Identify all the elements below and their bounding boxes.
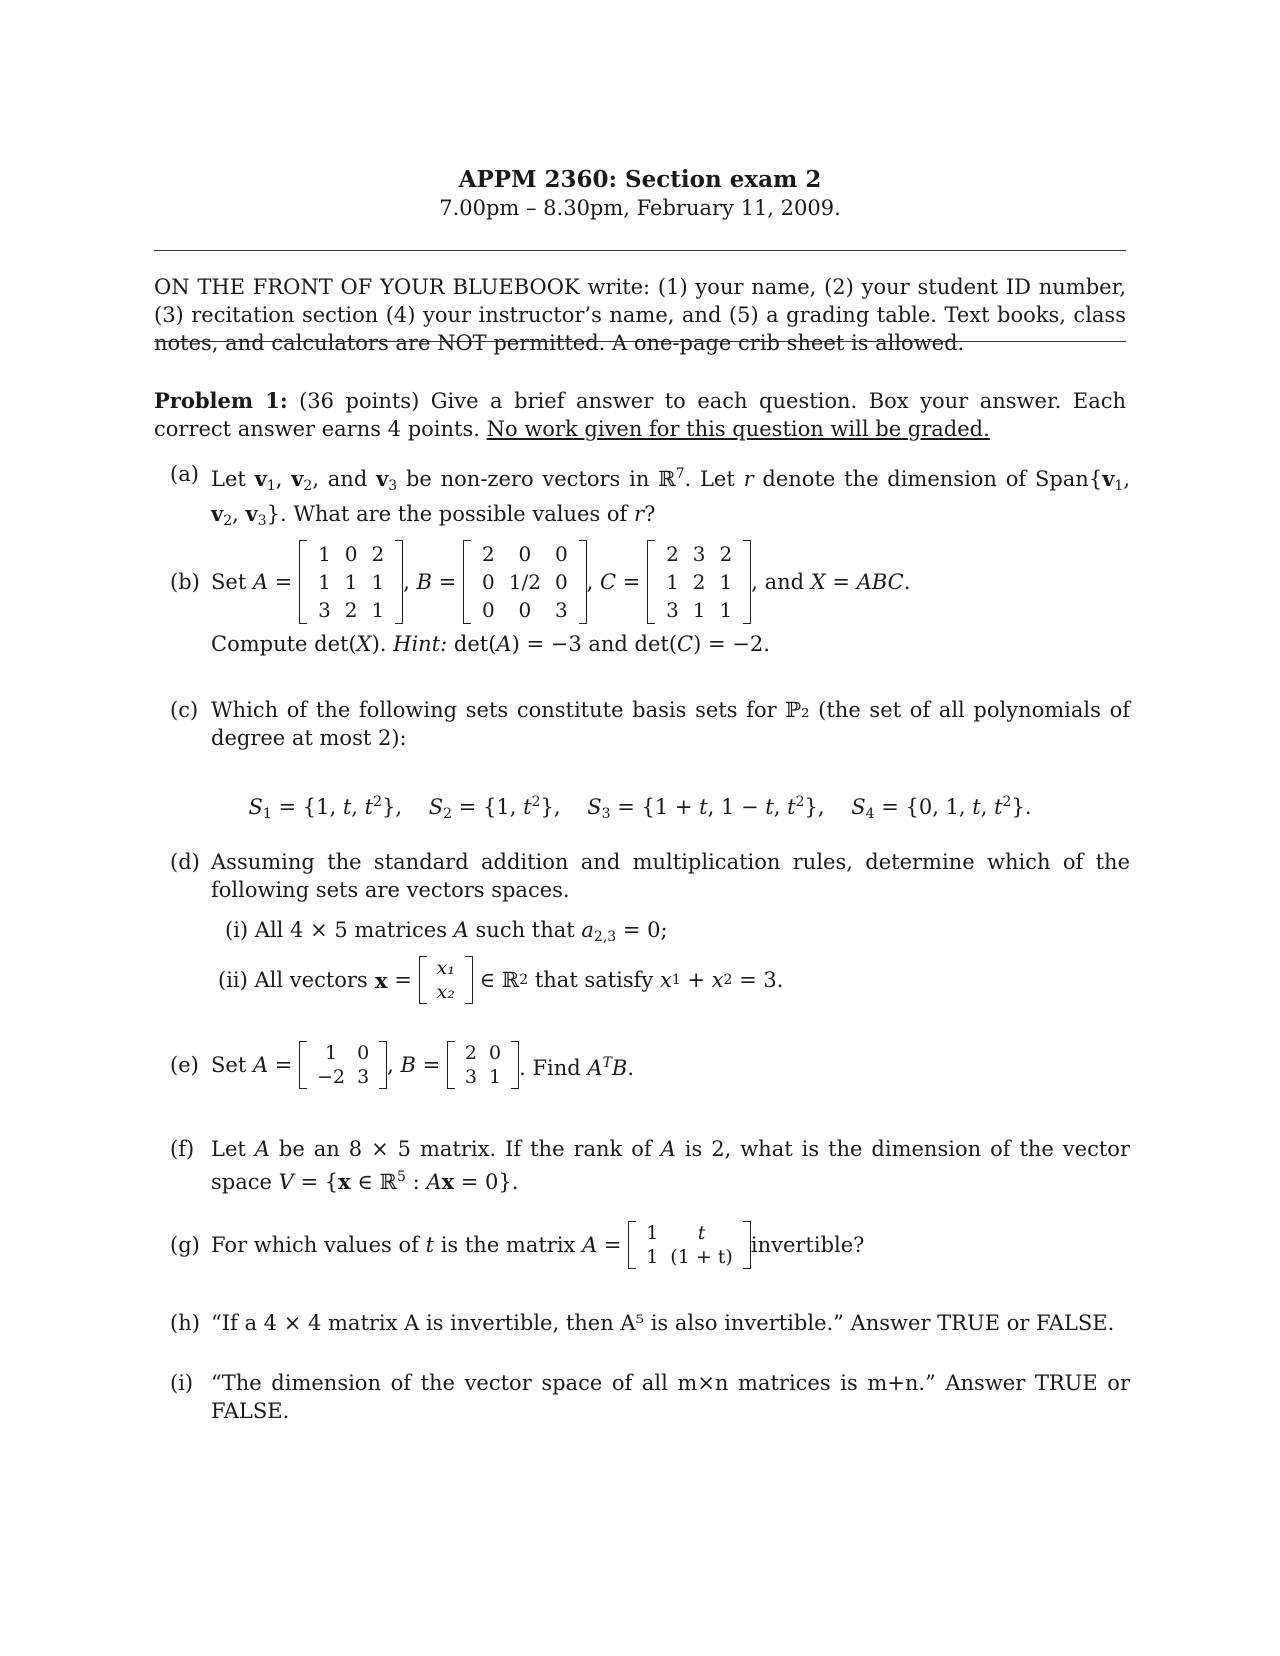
exam-title: APPM 2360: Section exam 2: [458, 166, 822, 193]
matrix-b-a: 1 0 2 1 1 1 3 2 1: [299, 540, 403, 624]
question-f-label: (f): [170, 1137, 195, 1161]
question-i: [170, 1369, 1130, 1425]
question-d: [170, 848, 1130, 904]
matrix-b-b: 2 0 0 0 1/2 0 0 0 3: [463, 540, 587, 624]
question-e-label: (e): [170, 1053, 199, 1077]
question-c-label: (c): [170, 698, 199, 722]
question-a: [170, 460, 1130, 535]
question-f-text: Let A be an 8 × 5 matrix. If the rank of A is 2, what is the dimension of the vector space V = {x ∈ ℝ$^5$ : Ax = 0}.: [211, 1137, 1130, 1194]
instructions: ON THE FRONT OF YOUR BLUEBOOK write: (1) your name, (2) your student ID number, (3) recitation section (4) your instructor’s name, and (5) a grading table. Text books, class notes, and calculators are NOT permitted. A one-page crib sheet is allowed.: [154, 275, 1126, 355]
question-b: (b) Set A = 1 0 2 1 1 1 3 2 1 , B = 2 0 0 0 1/2 0 0 0 3 , C = 2 3 2 1 2 1 3 1 1 , and X = ABC. Compute det(X). Hint: det(A) = −3 and det(C) = −2.: [170, 540, 1130, 658]
question-g: (g) For which values of t is the matrix A = 1 t 1 (1 + t) invertible?: [170, 1222, 865, 1268]
question-d-text: Assuming the standard addition and multiplication rules, determine which of the following sets are vectors spaces.: [211, 850, 1130, 902]
question-i-label: (i): [170, 1371, 194, 1395]
question-i-text: “The dimension of the vector space of all m×n matrices is m+n.” Answer TRUE or FALSE.: [211, 1371, 1130, 1423]
matrix-e-b: 2 0 3 1: [447, 1041, 519, 1089]
question-h-text: “If a 4 × 4 matrix A is invertible, then A⁵ is also invertible.” Answer TRUE or FALSE.: [211, 1311, 1115, 1335]
question-a-text: Let $v_1$, $v_2$, and $v_3$ be non-zero vectors in ℝ$^7$. Let r denote the dimension of $Span\{v_1$, $v_2$, $v_3$}. What are the possible values of r?: [211, 466, 1130, 529]
question-d-label: (d): [170, 850, 200, 874]
question-d-ii: (ii) All vectors x = x₁ x₂ ∈ ℝ 2 that satisfy x 1 + x 2 = 3.: [218, 957, 784, 1003]
matrix-b-c: 2 3 2 1 2 1 3 1 1: [647, 540, 751, 624]
matrix-e-a: 1 0 −2 3: [299, 1041, 387, 1089]
top-rule: [154, 250, 1126, 251]
problem-1-label: Problem 1:: [154, 388, 288, 413]
problem-1-statement: [154, 387, 1126, 443]
question-c: [170, 696, 1130, 752]
question-c-text: Which of the following sets constitute basis sets for ℙ₂ (the set of all polynomials of degree at most 2):: [211, 698, 1130, 750]
exam-date: 7.00pm – 8.30pm, February 11, 2009.: [439, 196, 841, 220]
problem-1-note: No work given for this question will be graded.: [486, 417, 990, 441]
question-f: [170, 1135, 1130, 1196]
question-c-sets: $S_1 = \{1$, t, $t^2$}, $S_2 = \{1$, $t^2$}, $S_3 = \{1 + t$, 1 − t, $t^2$}, $S_4 = \{0$, 1, t, $t^2$}.: [248, 794, 1032, 822]
question-b-compute: Compute det(X). Hint: det(A) = −3 and det(C) = −2.: [211, 632, 770, 656]
bottom-rule: [154, 341, 1126, 342]
question-a-label: (a): [170, 462, 199, 486]
question-h: [170, 1309, 1130, 1337]
matrix-g-a: 1 t 1 (1 + t): [628, 1221, 751, 1269]
question-b-label: (b): [170, 570, 200, 594]
question-g-label: (g): [170, 1233, 200, 1257]
question-d-i: (i) All 4 × 5 matrices A such that $a_{2,3} = 0$;: [225, 918, 668, 945]
question-e: (e) Set A = 1 0 −2 3 , B = 2 0 3 1 . Find $A^TB$.: [170, 1042, 635, 1088]
vector-d-x: x₁ x₂: [419, 956, 473, 1004]
question-h-label: (h): [170, 1311, 200, 1335]
problem-1-text: (36 points) Give a brief answer to each question. Box your answer. Each correct answer earns 4 points.: [154, 389, 1126, 441]
